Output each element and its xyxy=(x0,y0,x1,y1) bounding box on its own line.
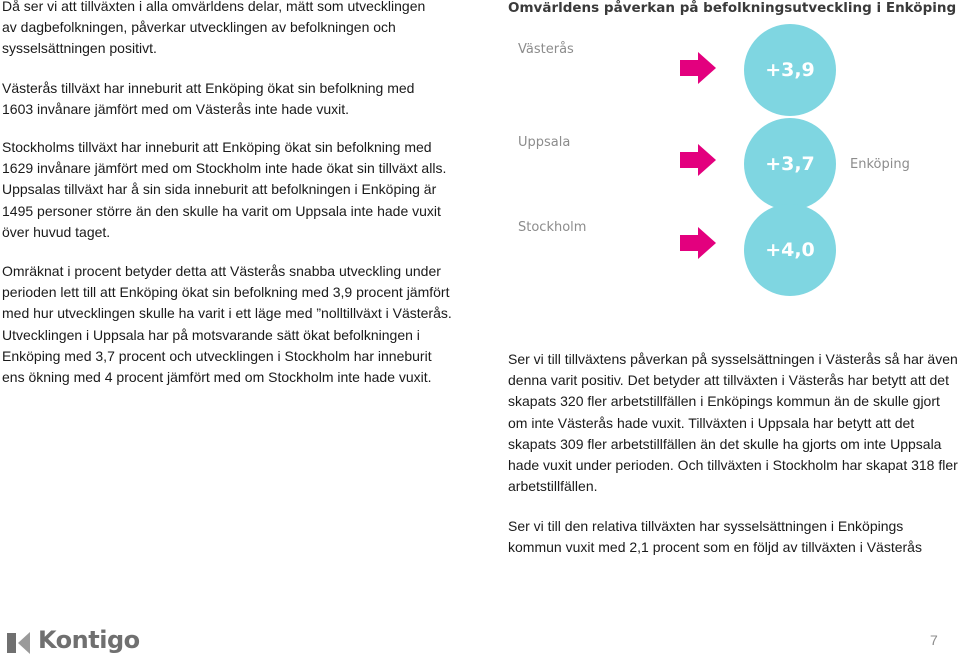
stockholm-uppsala-paragraph: Stockholms tillväxt har inneburit att Enköping ökat sin befolkning med 1629 invånare jämfört med om Stockholm inte hade ökat sin tillväxt alls. Uppsalas tillväxt har å sin sida inneburit att befolkningen i Enköping är 1495 personer större än den skulle ha varit om Uppsala inte hade vuxit över huvud taget. xyxy=(2,139,447,240)
value-circle-stockholm: +4,0 xyxy=(744,204,836,296)
arrow-right-icon xyxy=(680,52,716,84)
target-label-enkoping: Enköping xyxy=(850,157,910,172)
value-circle-vasteras: +3,9 xyxy=(744,24,836,116)
arrow-right-icon xyxy=(680,227,716,259)
vasteras-paragraph: Västerås tillväxt har inneburit att Enköping ökat sin befolkning med 1603 invånare jämfört med om Västerås inte hade vuxit. xyxy=(2,80,415,118)
figure-title: Omvärldens påverkan på befolkningsutveckling i Enköping xyxy=(508,0,957,16)
source-label-uppsala: Uppsala xyxy=(518,135,571,150)
influence-figure xyxy=(508,22,960,282)
intro-paragraph: Då ser vi att tillväxten i alla omvärldens delar, mätt som utvecklingen av dagbefolkningen, påverkar utvecklingen av befolkningen och sysselsättningen positivt. xyxy=(2,0,426,57)
employment-paragraph: Ser vi till tillväxtens påverkan på sysselsättningen i Västerås så har även denna varit positiv. Det betyder att tillväxten i Västerås har betytt att det skapats 320 fler arbetstillfällen i Enköpings kommun än de skulle gjort om inte Västerås hade vuxit. Tillväxten i Uppsala har betytt att det skapats 309 fler arbetstillfällen än det skulle ha gjorts om inte Uppsala hade vuxit under perioden. Och tillväxten i Stockholm har skapat 318 fler arbetstillfällen. xyxy=(508,351,958,495)
logo-wordmark: Kontigo xyxy=(38,626,140,654)
source-label-stockholm: Stockholm xyxy=(518,220,587,235)
page-number: 7 xyxy=(930,632,938,648)
relative-growth-paragraph: Ser vi till den relativa tillväxten har sysselsättningen i Enköpings kommun vuxit med 2,1 procent som en följd av tillväxten i Västerås xyxy=(508,518,922,556)
percent-paragraph: Omräknat i procent betyder detta att Västerås snabba utveckling under perioden lett till att Enköping ökat sin befolkning med 3,9 procent jämfört med hur utvecklingen skulle ha varit i ett läge med ”nolltillväxt i Västerås. Utvecklingen i Uppsala har på motsvarande sätt ökat befolkningen i Enköping med 3,7 procent och utvecklingen i Stockholm har inneburit ens ökning med 4 procent jämfört med om Stockholm inte hade vuxit. xyxy=(2,263,452,386)
arrow-right-icon xyxy=(680,144,716,176)
value-circle-uppsala: +3,7 xyxy=(744,118,836,210)
logo-mark-icon xyxy=(4,628,34,658)
source-label-vasteras: Västerås xyxy=(518,42,574,57)
kontigo-logo xyxy=(4,626,144,660)
